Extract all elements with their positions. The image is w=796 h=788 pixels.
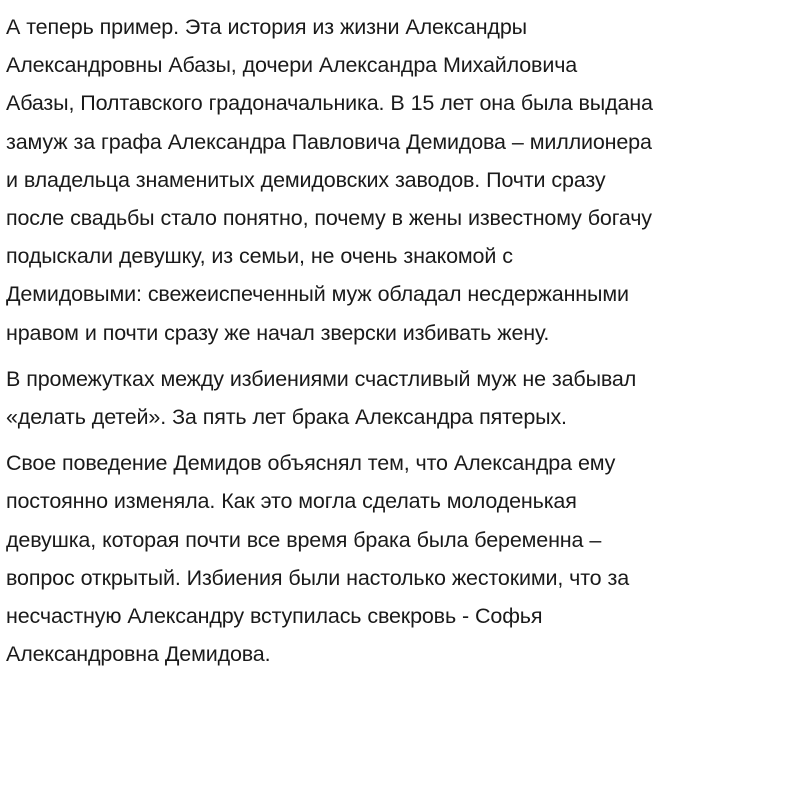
document-body [6,8,792,673]
paragraph-1: А теперь пример. Эта история из жизни Александры Александровны Абазы, дочери Александра Михайловича Абазы, Полтавского градоначальника. В 15 лет она была выдана замуж за графа Александра Павловича Демидова – миллионера и владельца знаменитых демидовских заводов. Почти сразу после свадьбы стало понятно, почему в жены известному богачу подыскали девушку, из семьи, не очень знакомой с Демидовыми: свежеиспеченный муж обладал несдержанными нравом и почти сразу же начал зверски избивать жену. [6,15,653,345]
paragraph-3: Свое поведение Демидов объяснял тем, что Александра ему постоянно изменяла. Как это могла сделать молоденькая девушка, которая почти все время брака была беременна – вопрос открытый. Избиения были настолько жестокими, что за несчастную Александру вступилась свекровь - Софья Александровна Демидова. [6,451,630,667]
paragraph-2: В промежутках между избиениями счастливый муж не забывал «делать детей». За пять лет брака Александра пятерых. [6,366,637,430]
